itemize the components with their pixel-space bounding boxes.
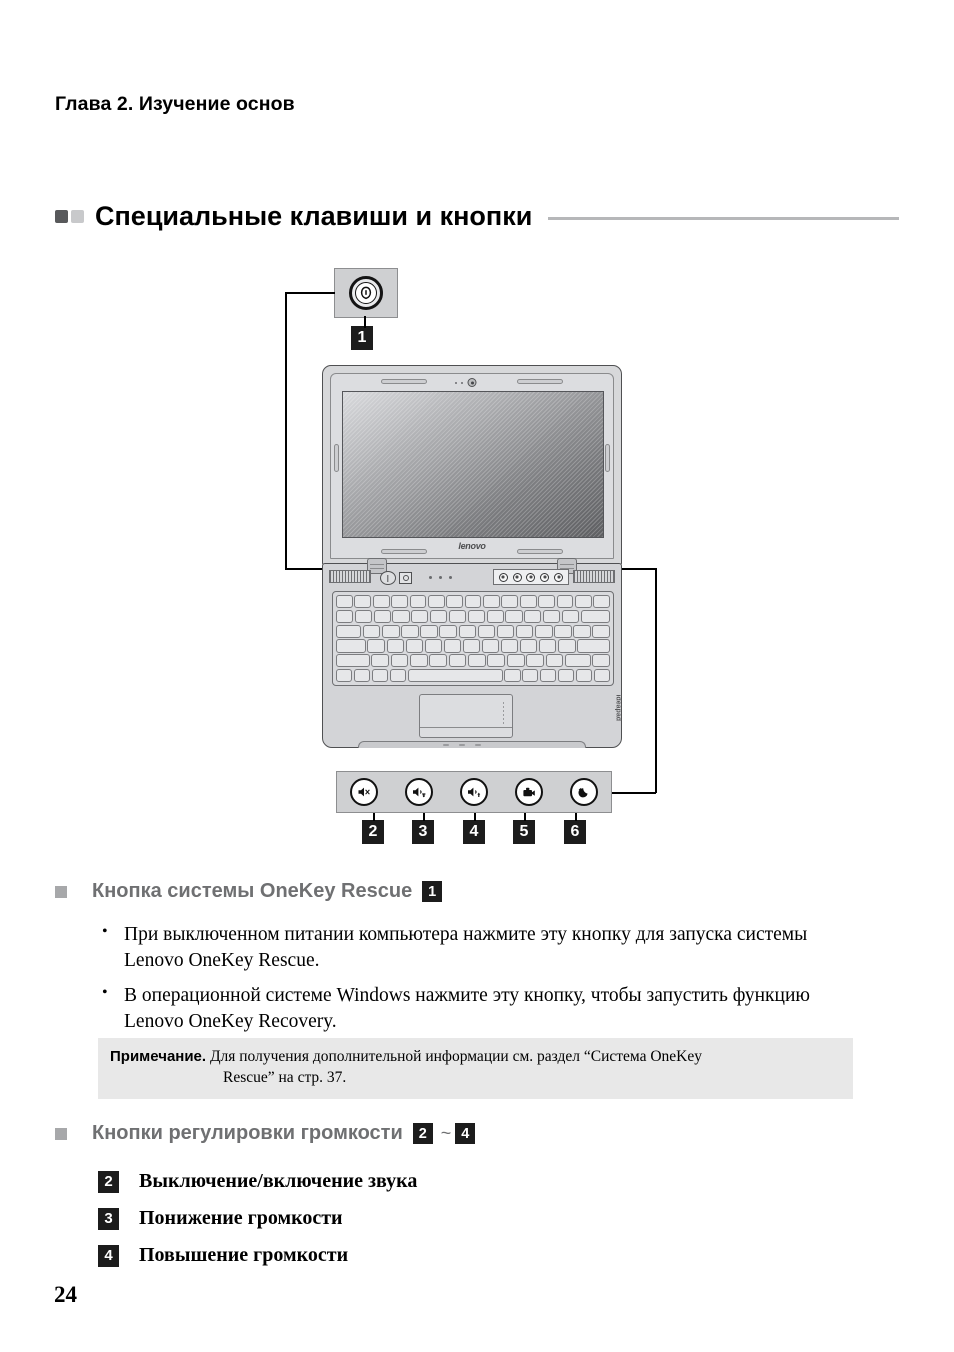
power-button-icon <box>380 571 396 585</box>
figure-badge-2: 2 <box>362 820 384 844</box>
strip-button-sleep-icon <box>554 573 563 582</box>
key <box>336 669 352 682</box>
microphone-dot-right-icon <box>461 382 463 384</box>
figure-badge-1: 1 <box>351 326 373 350</box>
strip-button-volume-up-icon <box>526 573 535 582</box>
note-box <box>98 1038 853 1099</box>
front-indicator-2-icon <box>459 744 465 746</box>
key <box>465 595 482 608</box>
key <box>371 654 389 667</box>
volume-down-icon <box>411 784 427 800</box>
key <box>487 654 505 667</box>
mute-icon <box>356 784 372 800</box>
sleep-button <box>570 778 598 806</box>
strip-button-mute-icon <box>499 573 508 582</box>
stem-badge-3 <box>423 813 425 821</box>
page-number: 24 <box>54 1282 77 1307</box>
moon-sleep-icon <box>576 784 592 800</box>
keyboard-row <box>336 595 610 608</box>
leader-line-2-vertical <box>655 568 657 793</box>
key <box>411 610 428 623</box>
key <box>504 669 520 682</box>
lid-vent-left-icon <box>381 379 427 384</box>
key <box>520 595 537 608</box>
list-label-4: Повышение громкости <box>139 1244 349 1266</box>
volume-heading-badge-to: 4 <box>455 1123 475 1144</box>
key <box>592 654 610 667</box>
list-item <box>98 1170 798 1193</box>
key <box>463 639 480 652</box>
touchpad <box>419 694 513 738</box>
key <box>501 595 518 608</box>
key <box>430 610 447 623</box>
onekey-heading-badge: 1 <box>422 881 442 902</box>
section-title: Специальные клавиши и кнопки <box>95 200 533 231</box>
key <box>392 610 409 623</box>
lid-vent-bottom-right-icon <box>517 549 563 554</box>
keyboard-row <box>336 669 610 682</box>
key <box>420 625 438 638</box>
special-button-strip <box>493 569 569 585</box>
status-indicator-lights <box>429 576 452 579</box>
list-label-3: Понижение громкости <box>139 1207 343 1229</box>
special-buttons-callout <box>336 771 612 813</box>
figure-badge-3: 3 <box>412 820 434 844</box>
key <box>516 625 534 638</box>
front-indicator-3-icon <box>475 744 481 746</box>
note-label: Примечание. <box>110 1048 207 1065</box>
onekey-rescue-callout <box>334 268 398 318</box>
volume-up-icon <box>466 784 482 800</box>
onekey-heading-text: Кнопка системы OneKey Rescue <box>92 880 413 902</box>
subsection-marker-icon <box>55 886 67 898</box>
key <box>425 639 442 652</box>
mute-button <box>350 778 378 806</box>
key <box>372 669 388 682</box>
key <box>501 639 518 652</box>
strip-button-volume-down-icon <box>513 573 522 582</box>
key <box>468 610 485 623</box>
key <box>539 639 556 652</box>
figure-badge-6: 6 <box>564 820 586 844</box>
front-indicator-1-icon <box>443 744 449 746</box>
key <box>505 610 522 623</box>
laptop-illustration <box>322 365 622 1005</box>
strip-button-camera-icon <box>540 573 549 582</box>
volume-section-heading <box>55 1122 475 1145</box>
key <box>593 595 610 608</box>
speaker-right-icon <box>573 570 615 583</box>
key <box>573 625 591 638</box>
key <box>522 669 538 682</box>
key <box>524 610 541 623</box>
key <box>543 610 560 623</box>
key <box>336 610 353 623</box>
key <box>535 625 553 638</box>
key <box>428 595 445 608</box>
subsection-marker-icon <box>55 1128 67 1140</box>
key <box>507 654 525 667</box>
webcam-icon <box>468 378 477 387</box>
key <box>449 610 466 623</box>
stem-badge-5 <box>524 813 526 821</box>
key <box>439 625 457 638</box>
lid-vent-right-icon <box>517 379 563 384</box>
key <box>558 639 575 652</box>
key <box>546 654 564 667</box>
chapter-title: Глава 2. Изучение основ <box>55 93 295 115</box>
key <box>390 669 406 682</box>
key <box>449 654 467 667</box>
key <box>336 595 353 608</box>
laptop-diagram <box>0 250 954 850</box>
keyboard-row <box>336 639 610 652</box>
figure-badge-5: 5 <box>513 820 535 844</box>
list-item <box>98 1207 798 1230</box>
lid-side-vent-right-icon <box>605 444 610 472</box>
status-dot-3-icon <box>449 576 452 579</box>
laptop-keyboard <box>332 591 614 686</box>
key <box>520 639 537 652</box>
key <box>562 610 579 623</box>
laptop-lid <box>322 365 622 565</box>
key <box>336 654 370 667</box>
note-text-line-2: Rescue” на стр. 37. <box>223 1068 347 1086</box>
onekey-bullet-list <box>98 922 858 1045</box>
key <box>410 654 428 667</box>
key <box>373 595 390 608</box>
key <box>401 625 419 638</box>
list-badge-4: 4 <box>98 1245 119 1267</box>
key <box>565 654 591 667</box>
key <box>336 639 366 652</box>
key <box>355 610 372 623</box>
list-badge-2: 2 <box>98 1171 119 1193</box>
key <box>374 610 391 623</box>
leader-line-badge-1 <box>364 316 366 328</box>
key <box>367 639 384 652</box>
volume-button-list <box>98 1170 798 1281</box>
lid-side-vent-left-icon <box>334 444 339 472</box>
key <box>410 595 427 608</box>
key <box>592 625 610 638</box>
key <box>482 639 499 652</box>
onekey-rescue-icon <box>358 285 374 301</box>
camera-icon <box>521 784 537 800</box>
microphone-dot-left-icon <box>455 382 457 384</box>
key <box>391 595 408 608</box>
ideapad-logo: ideapad <box>614 694 621 721</box>
key <box>581 610 610 623</box>
key <box>354 595 371 608</box>
key <box>487 610 504 623</box>
key <box>363 625 381 638</box>
key <box>526 654 544 667</box>
key <box>354 669 370 682</box>
key <box>576 669 592 682</box>
section-heading <box>55 198 899 234</box>
key <box>575 595 592 608</box>
key <box>444 639 461 652</box>
key <box>478 625 496 638</box>
key <box>391 654 409 667</box>
touchpad-scroll-zone <box>503 700 504 724</box>
camera-button <box>515 778 543 806</box>
onekey-section-heading <box>55 880 442 903</box>
list-item: • В операционной системе Windows нажмите эту кнопку, чтобы запустить функцию Lenovo OneKey Recovery. <box>98 983 858 1035</box>
base-front-lip <box>358 741 586 748</box>
key <box>468 654 486 667</box>
spacebar-key <box>408 669 503 682</box>
figure-badge-4: 4 <box>463 820 485 844</box>
keyboard-row <box>336 654 610 667</box>
laptop-screen <box>342 391 604 538</box>
key <box>594 669 610 682</box>
key <box>406 639 423 652</box>
lid-vent-bottom-left-icon <box>381 549 427 554</box>
stem-badge-4 <box>474 813 476 821</box>
volume-up-button <box>460 778 488 806</box>
list-label-2: Выключение/включение звука <box>139 1170 418 1192</box>
keyboard-row <box>336 610 610 623</box>
key <box>558 669 574 682</box>
key <box>382 625 400 638</box>
key <box>554 625 572 638</box>
onekey-rescue-small-button-icon <box>399 572 412 584</box>
laptop-base <box>322 563 622 748</box>
list-item: • При выключенном питании компьютера нажмите эту кнопку для запуска системы Lenovo OneKey Rescue. <box>98 922 858 974</box>
key <box>483 595 500 608</box>
list-item <box>98 1244 798 1267</box>
leader-line-1-vertical <box>285 292 287 569</box>
section-marker-light-icon <box>71 210 84 223</box>
key <box>446 595 463 608</box>
key <box>540 669 556 682</box>
leader-line-1-horizontal-top <box>285 292 335 294</box>
keyboard-row <box>336 625 610 638</box>
stem-badge-6 <box>575 813 577 821</box>
range-symbol: ~ <box>440 1123 452 1143</box>
key <box>557 595 574 608</box>
volume-heading-badge-from: 2 <box>413 1123 433 1144</box>
status-dot-1-icon <box>429 576 432 579</box>
section-marker-dark-icon <box>55 210 68 223</box>
volume-down-button <box>405 778 433 806</box>
lenovo-logo: lenovo <box>458 541 486 551</box>
speaker-left-icon <box>329 570 371 583</box>
list-badge-3: 3 <box>98 1208 119 1230</box>
key <box>459 625 477 638</box>
key <box>429 654 447 667</box>
key <box>497 625 515 638</box>
volume-heading-text: Кнопки регулировки громкости <box>92 1122 403 1144</box>
stem-badge-2 <box>373 813 375 821</box>
key <box>387 639 404 652</box>
key <box>577 639 610 652</box>
key <box>538 595 555 608</box>
section-rule <box>548 217 899 220</box>
note-text-line-1: Для получения дополнительной информации см. раздел “Система OneKey <box>209 1048 703 1065</box>
key <box>336 625 361 638</box>
status-dot-2-icon <box>439 576 442 579</box>
